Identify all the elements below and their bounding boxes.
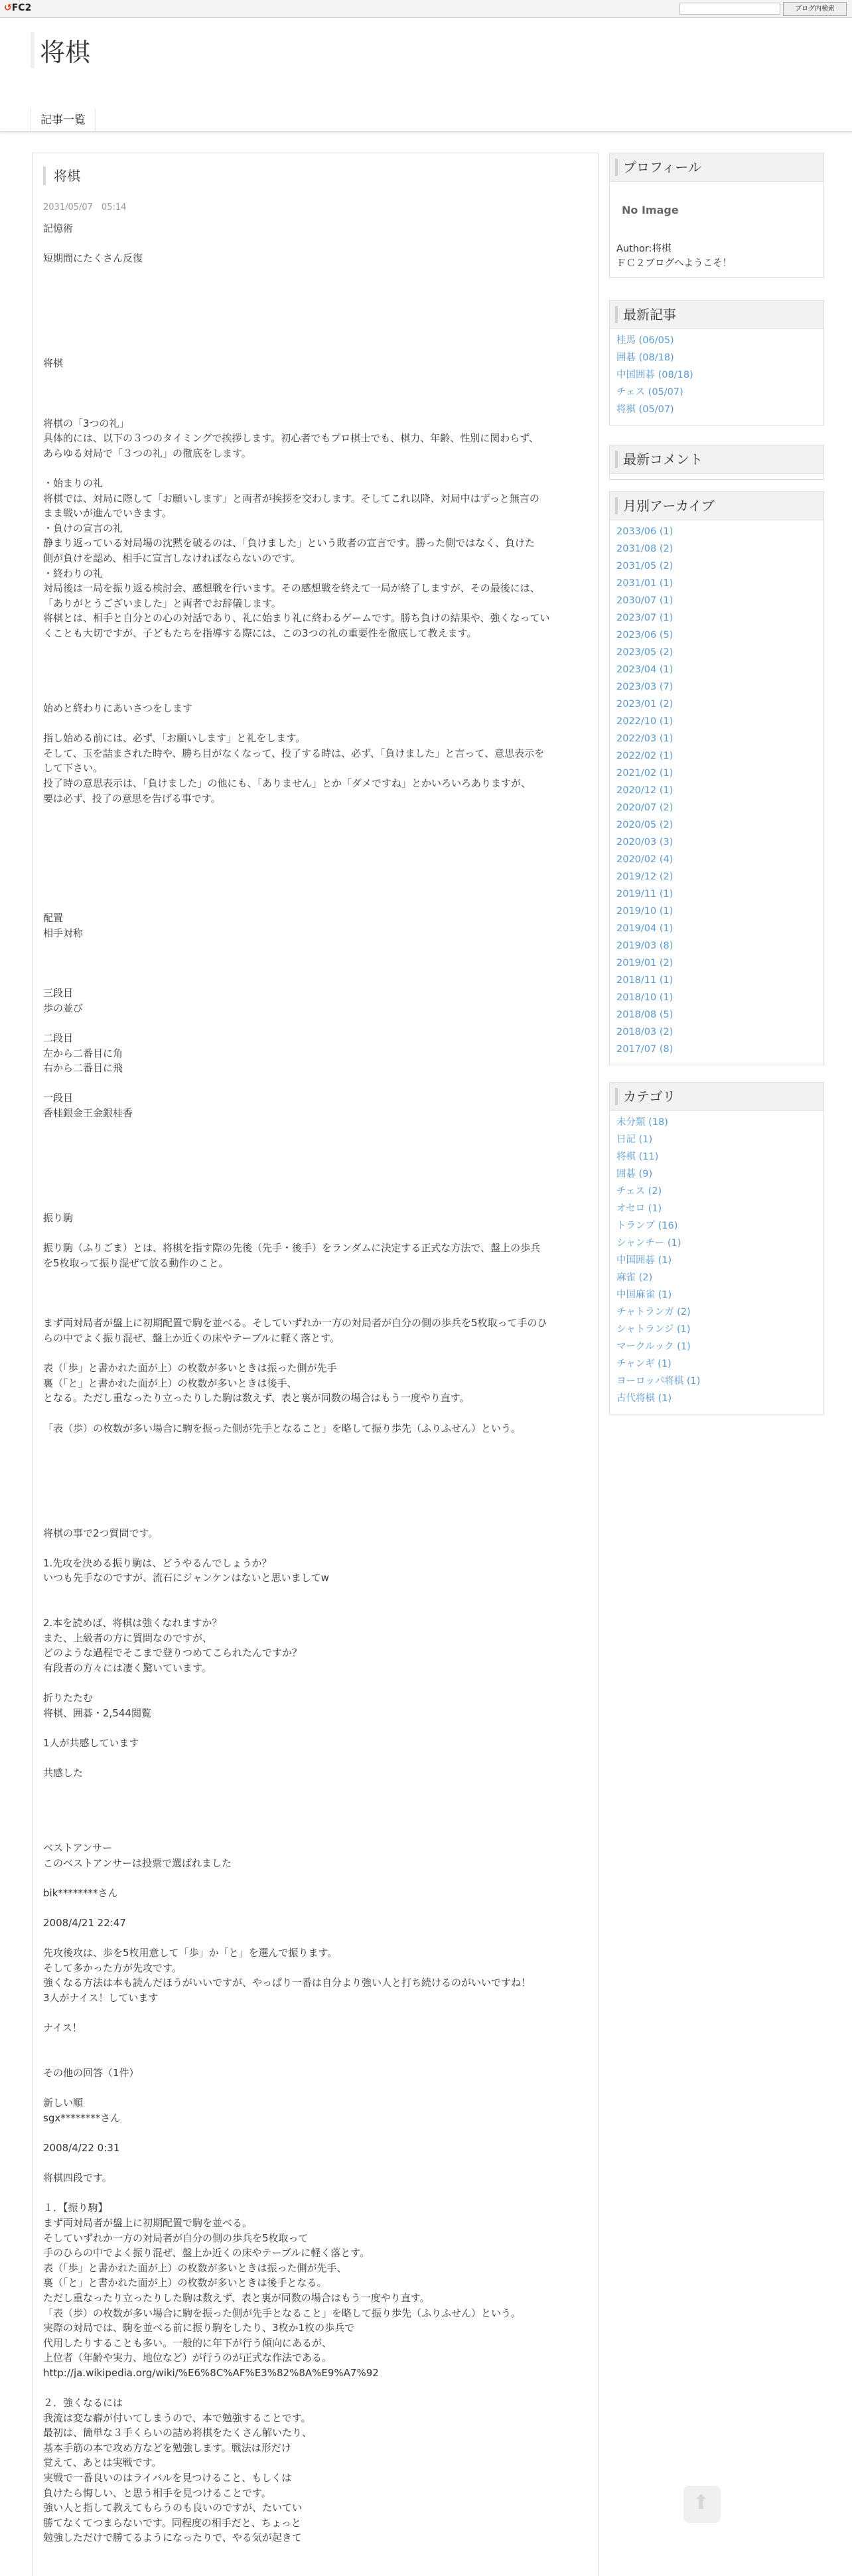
category-link[interactable]: 古代将棋 (1) bbox=[616, 1393, 672, 1404]
category-link[interactable]: トランプ (16) bbox=[616, 1221, 678, 1231]
fc2-logo[interactable] bbox=[4, 3, 31, 13]
archive-title: 月別アーカイブ bbox=[610, 492, 823, 520]
recent-posts-title: 最新記事 bbox=[610, 301, 823, 329]
profile-noimage: No Image bbox=[622, 204, 679, 216]
post-body: 記憶術 短期間にたくさん反復 将棋 将棋の「3つの礼」 具体的には、以下の３つのタイミングで挨拶します。初心者でもプロ棋士でも、棋力、年齢、性別に関わらず、 あらゆる対局で「３つの礼」の徹底をします。 ・始まりの礼 将棋では、対局に際して「お願いします」と両者が挨拶を交わします。そしてこれ以降、対局中はずっと無言の まま戦いが進んでいきます。 ・負けの宣言の礼 静まり返っている対局場の沈黙を破るのは、「負けました」という敗者の宣言です。勝った側ではなく、負けた 側が負けを認め、相手に宣言しなければならないのです。 ・終わりの礼 対局後は一局を振り返る検討会、感想戦を行います。その感想戦を終えて一局が終了しますが、その最後には、 「ありがとうございました」と両者でお辞儀します。 将棋とは、相手と自分との心の対話であり、礼に始まり礼に終わるゲームです。勝ち負けの結果や、強くなってい くことも大切ですが、子どもたちを指導する際には、この3つの礼の重要性を徹底して教えます。 始めと終わりにあいさつをします 指し始める前には、必ず、「お願いします」と礼をします。 そして、玉を詰まされた時や、勝ち目がなくなって、投了する時は、必ず、「負けました」と言って、意思表示を して下さい。 投了時の意思表示は、「負けました」の他にも、「ありません」とか「ダメですね」とかいろいろありますが、 要は必ず、投了の意思を告げる事です。 配置 相手対称 三段目 歩の並び 二段目 左から二番目に角 右から二番目に飛 一段目 香桂銀金王金銀桂香 振り駒 振り駒（ふりごま）とは、将棋を指す際の先後（先手・後手）をランダムに決定する正式な方法で、盤上の歩兵 を5枚取って振り混ぜて放る動作のこと。 まず両対局者が盤上に初期配置で駒を並べる。そしていずれか一方の対局者が自分の側の歩兵を5枚取って手のひ らの中でよく振り混ぜ、盤上か近くの床やテーブルに軽く落とす。 表（「歩」と書かれた面が上）の枚数が多いときは振った側が先手 裏（「と」と書かれた面が上）の枚数が多いときは後手、 となる。ただし重なったり立ったりした駒は数えず、表と裏が同数の場合はもう一度やり直す。 「表（歩）の枚数が多い場合に駒を振った側が先手となること」を略して振り歩先（ふりふせん）という。 将棋の事で2つ質問です。 1.先攻を決める振り駒は、どうやるんでしょうか？ いつも先手なのですが、流石にジャンケンはないと思いましてw 2.本を読めば、将棋は強くなれますか？ また、上級者の方に質問なのですが、 どのような過程でそこまで登りつめてこられたんですか？ 有段者の方々には凄く驚いています。 折りたたむ 将棋、囲碁・2,544閲覧 1人が共感しています 共感した ベストアンサー このベストアンサーは投票で選ばれました bik********さん 2008/4/21 22:47 先攻後攻は、歩を5枚用意して「歩」か「と」を選んで振ります。 そして多かった方が先攻です。 強くなる方法は本も読んだほうがいいですが、やっぱり一番は自分より強い人と打ち続けるのがいいですね！ 3人がナイス！しています ナイス！ その他の回答（1件） 新しい順 sgx********さん 2008/4/22 0:31 将棋四段です。 １．【振り駒】 まず両対局者が盤上に初期配置で駒を並べる。 そしていずれか一方の対局者が自分の側の歩兵を5枚取って 手のひらの中でよく振り混ぜ、盤上か近くの床やテーブルに軽く落とす。 表（「歩」と書かれた面が上）の枚数が多いときは振った側が先手、 裏（「と」と書かれた面が上）の枚数が多いときは後手となる。 ただし重なったり立ったりした駒は数えず、表と裏が同数の場合はもう一度やり直す。 「表（歩）の枚数が多い場合に駒を振った側が先手となること」を略して振り歩先（ふりふせん）という。 実際の対局では、駒を並べる前に振り駒をしたり、3枚か1枚の歩兵で 代用したりすることも多い。一般的に年下が行う傾向にあるが、 上位者（年齢や実力、地位など）が行うのが正式な作法である。 http://ja.wikipedia.org/wiki/%E6%8C%AF%E3%82%8A%E9%A7%92 ２．強くなるには 我流は変な癖が付いてしまうので、本で勉強することです。 最初は、簡単な３手くらいの詰め将棋をたくさん解いたり、 基本手筋の本で攻め方などを勉強します。戦法は形だけ 覚えて、あとは実戦です。 実戦で一番良いのはライバルを見つけること、もしくは 負けたら悔しい、と思う相手を見つけることです。 強い人と指して教えてもらうのも良いのですが、たいてい 勝てなくてつまらないです。同程度の相手だと、ちょっと 勉強しただけで勝てるようになったりで、やる気が起きて bbox=[43, 222, 550, 2544]
archive-link[interactable]: 2022/03 (1) bbox=[616, 733, 674, 744]
archive-link[interactable]: 2020/02 (4) bbox=[616, 854, 674, 865]
archive-link[interactable]: 2020/03 (3) bbox=[616, 837, 674, 848]
archive-link[interactable]: 2031/08 (2) bbox=[616, 544, 674, 554]
recent-comments-widget bbox=[609, 445, 824, 480]
category-link[interactable]: チャンギ (1) bbox=[616, 1359, 672, 1369]
archive-link[interactable]: 2031/05 (2) bbox=[616, 561, 674, 571]
archive-link[interactable]: 2018/03 (2) bbox=[616, 1027, 674, 1037]
archive-link[interactable]: 2021/02 (1) bbox=[616, 768, 674, 779]
up-arrow-icon: ⬆ bbox=[693, 2491, 710, 2514]
archive-link[interactable]: 2019/12 (2) bbox=[616, 871, 674, 882]
category-link[interactable]: 中国囲碁 (1) bbox=[616, 1255, 672, 1266]
archive-link[interactable]: 2023/04 (1) bbox=[616, 664, 674, 675]
archive-link[interactable]: 2018/11 (1) bbox=[616, 975, 674, 986]
profile-title: プロフィール bbox=[610, 153, 823, 182]
archive-link[interactable]: 2023/06 (5) bbox=[616, 630, 674, 641]
profile-author: Author:将棋 bbox=[616, 244, 672, 254]
archive-link[interactable]: 2023/05 (2) bbox=[616, 647, 674, 658]
recent-comments-title: 最新コメント bbox=[610, 445, 823, 474]
category-link[interactable]: 未分類 (18) bbox=[616, 1117, 668, 1128]
category-link[interactable]: 日記 (1) bbox=[616, 1134, 653, 1145]
category-link[interactable]: 将棋 (11) bbox=[616, 1152, 659, 1162]
archive-link[interactable]: 2019/03 (8) bbox=[616, 941, 674, 951]
archive-link[interactable]: 2020/07 (2) bbox=[616, 802, 674, 813]
recent-post-link[interactable]: 桂馬 (06/05) bbox=[616, 335, 674, 346]
scroll-top-button[interactable] bbox=[683, 2486, 721, 2523]
archive-link[interactable]: 2019/11 (1) bbox=[616, 889, 674, 899]
blog-search-button[interactable]: ブログ内検索 bbox=[783, 2, 847, 16]
category-link[interactable]: 中国麻雀 (1) bbox=[616, 1290, 672, 1300]
archive-link[interactable]: 2022/02 (1) bbox=[616, 751, 674, 761]
archive-link[interactable]: 2023/03 (7) bbox=[616, 682, 674, 692]
category-link[interactable]: ヨーロッパ将棋 (1) bbox=[616, 1376, 701, 1387]
archive-link[interactable]: 2020/12 (1) bbox=[616, 785, 674, 796]
archive-link[interactable]: 2023/01 (2) bbox=[616, 699, 674, 710]
recent-post-link[interactable]: チェス (05/07) bbox=[616, 387, 683, 398]
recent-posts-widget bbox=[609, 300, 824, 425]
archive-link[interactable]: 2019/10 (1) bbox=[616, 906, 674, 917]
archive-link[interactable]: 2019/04 (1) bbox=[616, 923, 674, 934]
recent-post-link[interactable]: 将棋 (05/07) bbox=[616, 404, 674, 415]
fc2-toolbar bbox=[0, 0, 852, 18]
category-link[interactable]: マークルック (1) bbox=[616, 1341, 691, 1352]
category-link[interactable]: チェス (2) bbox=[616, 1186, 662, 1197]
post-title[interactable]: 将棋 bbox=[43, 167, 80, 185]
main-content bbox=[32, 153, 599, 2576]
sidebar bbox=[609, 153, 823, 2575]
site-title[interactable]: 将棋 bbox=[31, 32, 90, 68]
archive-link[interactable]: 2030/07 (1) bbox=[616, 595, 674, 606]
archive-link[interactable]: 2020/05 (2) bbox=[616, 820, 674, 830]
profile-widget bbox=[609, 153, 824, 278]
blog-search-input[interactable] bbox=[679, 3, 780, 15]
archive-link[interactable]: 2031/01 (1) bbox=[616, 578, 674, 589]
fc2-logo-icon: ↺ bbox=[4, 3, 12, 13]
post-date: 2031/05/07 05:14 bbox=[43, 202, 127, 212]
category-link[interactable]: シャトランジ (1) bbox=[616, 1324, 691, 1335]
archive-link[interactable]: 2023/07 (1) bbox=[616, 613, 674, 623]
archive-link[interactable]: 2018/10 (1) bbox=[616, 992, 674, 1003]
recent-post-link[interactable]: 中国囲碁 (08/18) bbox=[616, 370, 693, 380]
category-title: カテゴリ bbox=[610, 1083, 823, 1111]
archive-link[interactable]: 2019/01 (2) bbox=[616, 958, 674, 968]
recent-post-link[interactable]: 囲碁 (08/18) bbox=[616, 352, 674, 363]
category-widget bbox=[609, 1082, 824, 1414]
fc2-logo-text: FC2 bbox=[11, 3, 32, 13]
archive-link[interactable]: 2018/08 (5) bbox=[616, 1010, 674, 1020]
nav-item-article-list[interactable]: 記事一覧 bbox=[31, 109, 96, 131]
category-link[interactable]: 麻雀 (2) bbox=[616, 1272, 653, 1283]
category-link[interactable]: チャトランガ (2) bbox=[616, 1307, 691, 1318]
category-link[interactable]: 囲碁 (9) bbox=[616, 1169, 653, 1179]
profile-greeting: ＦＣ２ブログへようこそ！ bbox=[616, 258, 732, 269]
category-link[interactable]: オセロ (1) bbox=[616, 1203, 662, 1214]
archive-link[interactable]: 2033/06 (1) bbox=[616, 526, 674, 537]
archive-link[interactable]: 2022/10 (1) bbox=[616, 716, 674, 727]
archive-link[interactable]: 2017/07 (8) bbox=[616, 1044, 674, 1055]
archive-widget bbox=[609, 491, 824, 1065]
global-nav bbox=[0, 109, 852, 132]
category-link[interactable]: シャンチー (1) bbox=[616, 1238, 681, 1249]
